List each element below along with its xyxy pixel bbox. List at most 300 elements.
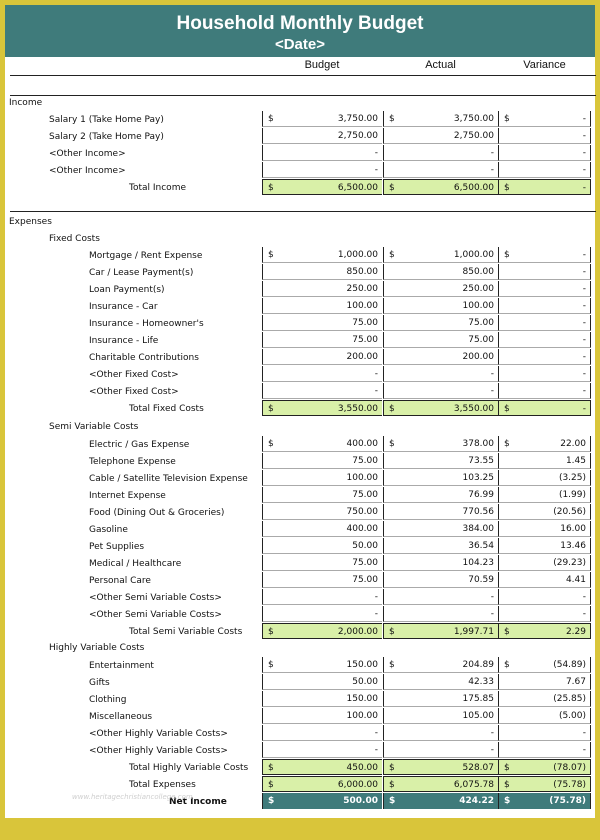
actual-cell — [383, 521, 498, 537]
variance-cell — [498, 742, 591, 758]
total-row — [0, 776, 600, 793]
cell-value: - — [374, 745, 378, 755]
actual-cell — [383, 179, 498, 195]
budget-cell — [262, 470, 382, 486]
budget-cell — [262, 400, 382, 416]
actual-cell — [383, 315, 498, 331]
row-label: Gasoline — [89, 525, 128, 535]
actual-cell — [383, 487, 498, 503]
budget-cell — [262, 742, 382, 758]
variance-cell — [498, 315, 591, 331]
total-row — [0, 179, 600, 196]
cell-value: - — [490, 745, 494, 755]
cell-value: 2,750.00 — [337, 131, 378, 141]
cell-value: 424.22 — [459, 796, 494, 806]
cell-value: 75.00 — [468, 335, 494, 345]
table-row — [0, 742, 600, 759]
section-highly-variable: Highly Variable Costs — [49, 643, 145, 653]
cell-value: 22.00 — [560, 439, 586, 449]
cell-value: 6,075.78 — [453, 780, 494, 790]
currency-symbol: $ — [268, 250, 274, 260]
table-row — [0, 572, 600, 589]
cell-value: - — [582, 318, 586, 328]
cell-value: - — [490, 728, 494, 738]
row-label: Mortgage / Rent Expense — [89, 251, 203, 261]
cell-value: 70.59 — [468, 575, 494, 585]
cell-value: 1,000.00 — [453, 250, 494, 260]
row-label: <Other Fixed Cost> — [89, 387, 179, 397]
budget-cell — [262, 247, 382, 263]
variance-cell — [498, 453, 591, 469]
total-row — [0, 759, 600, 776]
actual-cell — [383, 759, 498, 775]
currency-symbol: $ — [504, 627, 510, 637]
currency-symbol: $ — [389, 660, 395, 670]
table-row — [0, 504, 600, 521]
row-label: Salary 2 (Take Home Pay) — [49, 132, 164, 142]
table-row — [0, 606, 600, 623]
budget-cell — [262, 281, 382, 297]
variance-cell — [498, 332, 591, 348]
row-label: <Other Income> — [49, 166, 126, 176]
cell-value: 103.25 — [462, 473, 494, 483]
actual-cell — [383, 383, 498, 399]
actual-cell — [383, 538, 498, 554]
cell-value: 400.00 — [346, 439, 378, 449]
table-row — [0, 111, 600, 128]
variance-cell — [498, 111, 591, 127]
table-row — [0, 162, 600, 179]
actual-cell — [383, 793, 498, 809]
variance-cell — [498, 487, 591, 503]
cell-value: (54.89) — [553, 660, 586, 670]
row-label: Loan Payment(s) — [89, 285, 165, 295]
cell-value: - — [490, 369, 494, 379]
cell-value: 384.00 — [462, 524, 494, 534]
cell-value: 100.00 — [346, 301, 378, 311]
row-label: Charitable Contributions — [89, 353, 199, 363]
table-row — [0, 264, 600, 281]
cell-value: - — [374, 386, 378, 396]
cell-value: 850.00 — [346, 267, 378, 277]
variance-cell — [498, 793, 591, 809]
cell-value: 2,000.00 — [337, 627, 378, 637]
row-label: <Other Fixed Cost> — [89, 370, 179, 380]
cell-value: - — [490, 592, 494, 602]
cell-value: 6,500.00 — [453, 183, 494, 193]
cell-value: - — [374, 148, 378, 158]
cell-value: - — [374, 369, 378, 379]
total-row — [0, 400, 600, 417]
variance-cell — [498, 145, 591, 161]
currency-symbol: $ — [268, 780, 274, 790]
budget-cell — [262, 487, 382, 503]
variance-cell — [498, 623, 591, 639]
variance-cell — [498, 436, 591, 452]
budget-cell — [262, 793, 382, 809]
budget-cell — [262, 555, 382, 571]
budget-cell — [262, 298, 382, 314]
cell-value: - — [582, 250, 586, 260]
budget-cell — [262, 776, 382, 792]
actual-cell — [383, 691, 498, 707]
cell-value: 76.99 — [468, 490, 494, 500]
column-header-actual: Actual — [425, 59, 456, 71]
cell-value: 50.00 — [352, 541, 378, 551]
actual-cell — [383, 725, 498, 741]
cell-value: - — [374, 592, 378, 602]
row-label: Total Fixed Costs — [129, 404, 204, 414]
actual-cell — [383, 572, 498, 588]
currency-symbol: $ — [389, 439, 395, 449]
row-label: Total Highly Variable Costs — [129, 763, 249, 773]
cell-value: - — [582, 267, 586, 277]
variance-cell — [498, 264, 591, 280]
row-label: Pet Supplies — [89, 542, 145, 552]
table-row — [0, 470, 600, 487]
cell-value: 770.56 — [462, 507, 494, 517]
variance-cell — [498, 504, 591, 520]
section-semi-variable: Semi Variable Costs — [49, 422, 139, 432]
table-row — [0, 487, 600, 504]
variance-cell — [498, 470, 591, 486]
currency-symbol: $ — [268, 660, 274, 670]
table-row — [0, 555, 600, 572]
cell-value: 6,500.00 — [337, 183, 378, 193]
budget-cell — [262, 111, 382, 127]
cell-value: 1,000.00 — [337, 250, 378, 260]
variance-cell — [498, 366, 591, 382]
currency-symbol: $ — [268, 404, 274, 414]
actual-cell — [383, 436, 498, 452]
row-label: Cable / Satellite Television Expense — [89, 474, 248, 484]
cell-value: - — [490, 386, 494, 396]
actual-cell — [383, 776, 498, 792]
budget-cell — [262, 759, 382, 775]
budget-cell — [262, 725, 382, 741]
cell-value: - — [374, 609, 378, 619]
budget-cell — [262, 366, 382, 382]
cell-value: 100.00 — [462, 301, 494, 311]
cell-value: 3,550.00 — [337, 404, 378, 414]
table-row — [0, 366, 600, 383]
column-header-variance: Variance — [523, 59, 566, 71]
currency-symbol: $ — [268, 183, 274, 193]
currency-symbol: $ — [389, 780, 395, 790]
cell-value: 50.00 — [352, 677, 378, 687]
cell-value: (25.85) — [553, 694, 586, 704]
actual-cell — [383, 145, 498, 161]
cell-value: 75.00 — [352, 490, 378, 500]
currency-symbol: $ — [389, 404, 395, 414]
table-row — [0, 538, 600, 555]
cell-value: (5.00) — [558, 711, 586, 721]
actual-cell — [383, 400, 498, 416]
actual-cell — [383, 606, 498, 622]
actual-cell — [383, 657, 498, 673]
cell-value: - — [582, 404, 586, 414]
cell-value: 1.45 — [565, 456, 586, 466]
row-label: Insurance - Homeowner's — [89, 319, 204, 329]
variance-cell — [498, 298, 591, 314]
variance-cell — [498, 383, 591, 399]
variance-cell — [498, 128, 591, 144]
variance-cell — [498, 162, 591, 178]
cell-value: - — [374, 165, 378, 175]
variance-cell — [498, 538, 591, 554]
currency-symbol: $ — [389, 183, 395, 193]
budget-cell — [262, 128, 382, 144]
cell-value: - — [582, 592, 586, 602]
cell-value: 150.00 — [346, 660, 378, 670]
currency-symbol: $ — [504, 114, 510, 124]
cell-value: (3.25) — [558, 473, 586, 483]
budget-cell — [262, 691, 382, 707]
actual-cell — [383, 504, 498, 520]
cell-value: 73.55 — [468, 456, 494, 466]
variance-cell — [498, 179, 591, 195]
cell-value: 75.00 — [352, 558, 378, 568]
budget-cell — [262, 521, 382, 537]
row-label: Total Expenses — [129, 780, 196, 790]
cell-value: (78.07) — [553, 763, 586, 773]
cell-value: 1,997.71 — [453, 627, 494, 637]
actual-cell — [383, 453, 498, 469]
variance-cell — [498, 691, 591, 707]
cell-value: 378.00 — [462, 439, 494, 449]
cell-value: 75.00 — [468, 318, 494, 328]
cell-value: 100.00 — [346, 473, 378, 483]
cell-value: - — [582, 369, 586, 379]
row-label: <Other Income> — [49, 149, 126, 159]
title-banner — [5, 5, 595, 57]
table-row — [0, 674, 600, 691]
row-label: Food (Dining Out & Groceries) — [89, 508, 225, 518]
row-label: Electric / Gas Expense — [89, 440, 190, 450]
actual-cell — [383, 589, 498, 605]
row-label: Net Income — [169, 797, 227, 807]
actual-cell — [383, 247, 498, 263]
currency-symbol: $ — [504, 796, 511, 806]
variance-cell — [498, 589, 591, 605]
section-fixed-costs: Fixed Costs — [49, 234, 100, 244]
section-divider — [10, 211, 596, 212]
actual-cell — [383, 674, 498, 690]
currency-symbol: $ — [504, 404, 510, 414]
currency-symbol: $ — [504, 660, 510, 670]
budget-cell — [262, 657, 382, 673]
cell-value: 13.46 — [560, 541, 586, 551]
row-label: Internet Expense — [89, 491, 166, 501]
cell-value: - — [582, 301, 586, 311]
cell-value: - — [582, 386, 586, 396]
currency-symbol: $ — [504, 763, 510, 773]
budget-cell — [262, 264, 382, 280]
cell-value: 3,550.00 — [453, 404, 494, 414]
currency-symbol: $ — [504, 250, 510, 260]
cell-value: (1.99) — [558, 490, 586, 500]
budget-cell — [262, 708, 382, 724]
row-label: <Other Highly Variable Costs> — [89, 746, 228, 756]
variance-cell — [498, 725, 591, 741]
cell-value: 104.23 — [462, 558, 494, 568]
header-divider — [10, 75, 596, 76]
actual-cell — [383, 349, 498, 365]
currency-symbol: $ — [268, 796, 275, 806]
row-label: <Other Semi Variable Costs> — [89, 593, 222, 603]
table-row — [0, 589, 600, 606]
cell-value: 16.00 — [560, 524, 586, 534]
actual-cell — [383, 470, 498, 486]
cell-value: 105.00 — [462, 711, 494, 721]
row-label: Medical / Healthcare — [89, 559, 182, 569]
variance-cell — [498, 606, 591, 622]
currency-symbol: $ — [504, 183, 510, 193]
row-label: <Other Highly Variable Costs> — [89, 729, 228, 739]
budget-cell — [262, 332, 382, 348]
table-row — [0, 298, 600, 315]
budget-cell — [262, 162, 382, 178]
row-label: Telephone Expense — [89, 457, 176, 467]
cell-value: 400.00 — [346, 524, 378, 534]
cell-value: - — [582, 148, 586, 158]
variance-cell — [498, 521, 591, 537]
variance-cell — [498, 247, 591, 263]
cell-value: - — [582, 745, 586, 755]
budget-cell — [262, 349, 382, 365]
variance-cell — [498, 759, 591, 775]
cell-value: 500.00 — [343, 796, 378, 806]
table-row — [0, 332, 600, 349]
budget-cell — [262, 383, 382, 399]
cell-value: 75.00 — [352, 335, 378, 345]
actual-cell — [383, 111, 498, 127]
cell-value: - — [582, 183, 586, 193]
cell-value: 750.00 — [346, 507, 378, 517]
variance-cell — [498, 674, 591, 690]
cell-value: - — [582, 728, 586, 738]
actual-cell — [383, 332, 498, 348]
cell-value: - — [582, 131, 586, 141]
table-row — [0, 725, 600, 742]
row-label: Personal Care — [89, 576, 151, 586]
row-label: Insurance - Car — [89, 302, 158, 312]
cell-value: - — [490, 609, 494, 619]
cell-value: 850.00 — [462, 267, 494, 277]
actual-cell — [383, 264, 498, 280]
total-row — [0, 623, 600, 640]
table-row — [0, 657, 600, 674]
cell-value: - — [582, 165, 586, 175]
currency-symbol: $ — [389, 763, 395, 773]
currency-symbol: $ — [389, 250, 395, 260]
budget-cell — [262, 145, 382, 161]
variance-cell — [498, 572, 591, 588]
variance-cell — [498, 400, 591, 416]
cell-value: 75.00 — [352, 318, 378, 328]
cell-value: 3,750.00 — [453, 114, 494, 124]
date-placeholder: <Date> — [274, 36, 326, 53]
section-divider — [10, 95, 596, 96]
table-row — [0, 453, 600, 470]
variance-cell — [498, 349, 591, 365]
currency-symbol: $ — [389, 796, 396, 806]
table-row — [0, 247, 600, 264]
cell-value: 2.29 — [565, 627, 586, 637]
page-title: Household Monthly Budget — [176, 13, 424, 34]
budget-cell — [262, 538, 382, 554]
actual-cell — [383, 708, 498, 724]
cell-value: (20.56) — [553, 507, 586, 517]
cell-value: 4.41 — [565, 575, 586, 585]
currency-symbol: $ — [268, 627, 274, 637]
cell-value: - — [582, 114, 586, 124]
table-row — [0, 708, 600, 725]
budget-cell — [262, 606, 382, 622]
variance-cell — [498, 776, 591, 792]
budget-cell — [262, 674, 382, 690]
cell-value: - — [582, 352, 586, 362]
watermark: www.heritagechristiancollege.com — [72, 793, 193, 801]
budget-cell — [262, 179, 382, 195]
cell-value: 175.85 — [462, 694, 494, 704]
cell-value: 204.89 — [462, 660, 494, 670]
table-row — [0, 128, 600, 145]
row-label: Insurance - Life — [89, 336, 159, 346]
cell-value: 100.00 — [346, 711, 378, 721]
table-row — [0, 521, 600, 538]
currency-symbol: $ — [268, 114, 274, 124]
cell-value: 36.54 — [468, 541, 494, 551]
currency-symbol: $ — [389, 114, 395, 124]
table-row — [0, 436, 600, 453]
variance-cell — [498, 657, 591, 673]
cell-value: 450.00 — [346, 763, 378, 773]
actual-cell — [383, 366, 498, 382]
actual-cell — [383, 742, 498, 758]
row-label: Miscellaneous — [89, 712, 153, 722]
cell-value: 75.00 — [352, 575, 378, 585]
currency-symbol: $ — [389, 627, 395, 637]
actual-cell — [383, 623, 498, 639]
section-expenses: Expenses — [9, 217, 52, 227]
section-income: Income — [9, 98, 43, 108]
budget-cell — [262, 436, 382, 452]
cell-value: - — [582, 284, 586, 294]
cell-value: 6,000.00 — [337, 780, 378, 790]
currency-symbol: $ — [504, 780, 510, 790]
cell-value: 42.33 — [468, 677, 494, 687]
budget-cell — [262, 504, 382, 520]
row-label: <Other Semi Variable Costs> — [89, 610, 222, 620]
table-row — [0, 349, 600, 366]
row-label: Gifts — [89, 678, 110, 688]
cell-value: 2,750.00 — [453, 131, 494, 141]
actual-cell — [383, 555, 498, 571]
budget-cell — [262, 589, 382, 605]
budget-cell — [262, 315, 382, 331]
cell-value: - — [582, 609, 586, 619]
variance-cell — [498, 708, 591, 724]
cell-value: - — [490, 165, 494, 175]
cell-value: (75.78) — [549, 796, 586, 806]
budget-cell — [262, 572, 382, 588]
currency-symbol: $ — [504, 439, 510, 449]
cell-value: 3,750.00 — [337, 114, 378, 124]
currency-symbol: $ — [268, 439, 274, 449]
currency-symbol: $ — [268, 763, 274, 773]
cell-value: (75.78) — [553, 780, 586, 790]
